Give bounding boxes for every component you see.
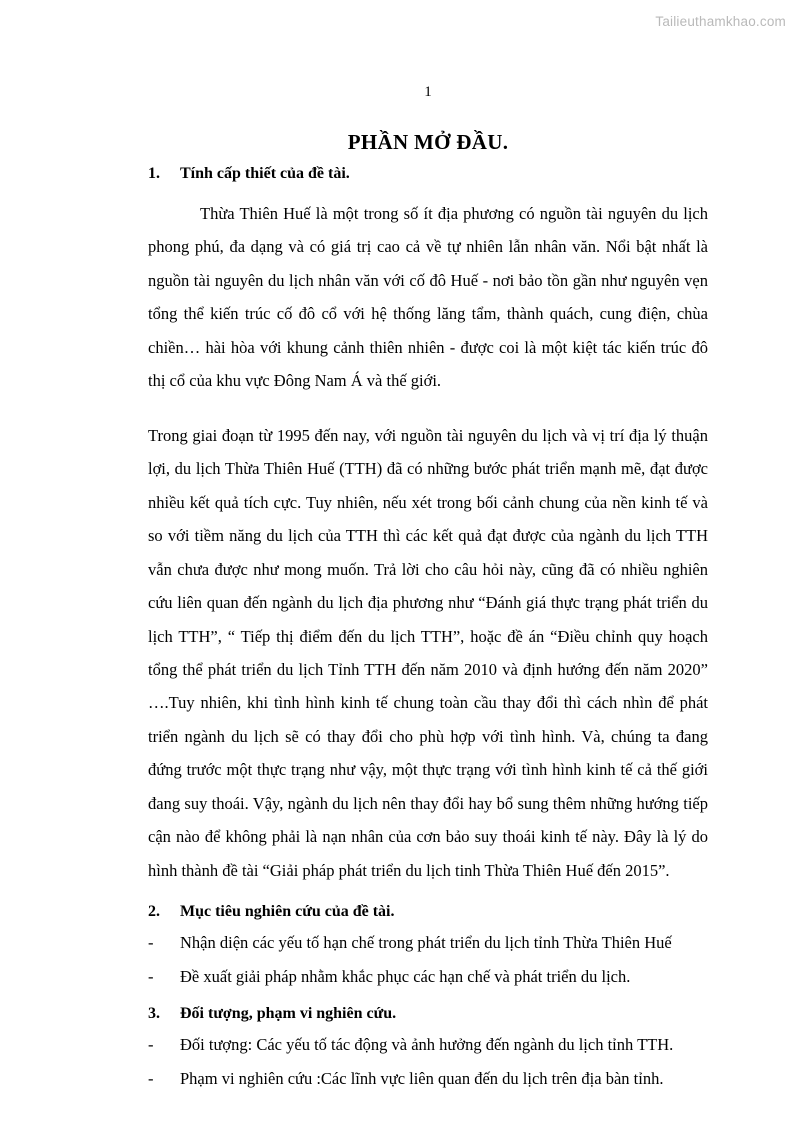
section-title-3: Đối tượng, phạm vi nghiên cứu.	[180, 1005, 397, 1023]
list-item	[148, 1032, 708, 1059]
dash-bullet-icon: -	[148, 1068, 154, 1088]
section-heading-1	[148, 163, 708, 185]
section-title-2: Mục tiêu nghiên cứu của đề tài.	[180, 903, 395, 921]
dash-bullet-icon: -	[148, 932, 154, 952]
section-title-1: Tính cấp thiết của đề tài.	[180, 165, 350, 183]
list-item-text: Đối tượng: Các yếu tố tác động và ảnh hưởng đến ngành du lịch tỉnh TTH.	[180, 1035, 674, 1054]
section-heading-2	[148, 901, 708, 923]
section-number-1: 1.	[148, 165, 160, 183]
list-item	[148, 1066, 708, 1093]
list-item	[148, 964, 708, 991]
list-item-text: Đề xuất giải pháp nhằm khắc phục các hạn chế và phát triển du lịch.	[180, 966, 631, 986]
section-number-2: 2.	[148, 903, 160, 921]
dash-bullet-icon: -	[148, 1035, 154, 1054]
paragraph: Trong giai đoạn từ 1995 đến nay, với nguồn tài nguyên du lịch và vị trí địa lý thuận lợi, du lịch Thừa Thiên Huế (TTH) đã có những bước phát triển mạnh mẽ, đạt được nhiều kết quả tích cực. Tuy nhiên, nếu xét trong bối cảnh chung của nền kinh tế và so với tiềm năng du lịch của TTH thì các kết quả đạt được của ngành du lịch TTH vẫn chưa được như mong muốn. Trả lời cho câu hỏi này, cũng đã có nhiều nghiên cứu liên quan đến ngành du lịch địa phương như “Đánh giá thực trạng phát triển du lịch TTH”, “ Tiếp thị điểm đến du lịch TTH”, hoặc đề án “Điều chỉnh quy hoạch tổng thể phát triển du lịch Tỉnh TTH đến năm 2010 và định hướng đến năm 2020” ….Tuy nhiên, khi tình hình kinh tế chung toàn cầu thay đổi thì cách nhìn để phát triển ngành du lịch sẽ có thay đổi cho phù hợp với tình hình. Và, chúng ta đang đứng trước một thực trạng như vậy, một thực trạng với tình hình kinh tế cả thế giới đang suy thoái. Vậy, ngành du lịch nên thay đổi hay bổ sung thêm những hướng tiếp cận nào để không phải là nạn nhân của cơn bảo suy thoái kinh tế này. Đây là lý do hình thành đề tài “Giải pháp phát triển du lịch tinh Thừa Thiên Huế đến 2015”.	[148, 425, 708, 880]
dash-bullet-icon: -	[148, 966, 154, 986]
section-heading-3	[148, 1003, 708, 1025]
paragraph: Thừa Thiên Huế là một trong số ít địa phương có nguồn tài nguyên du lịch phong phú, đa dạng và có giá trị cao cả về tự nhiên lẫn nhân văn. Nổi bật nhất là nguồn tài nguyên du lịch nhân văn với cố đô Huế - nơi bảo tồn gần như nguyên vẹn tổng thể kiến trúc cố đô cổ với hệ thống lăng tẩm, thành quách, cung điện, chùa chiền… hài hòa với khung cảnh thiên nhiên - được coi là một kiệt tác kiến trúc đô thị cổ của khu vực Đông Nam Á và thế giới.	[148, 203, 708, 391]
site-watermark: Tailieuthamkhao.com	[655, 14, 786, 29]
page-title: PHẦN MỞ ĐẦU.	[347, 130, 509, 154]
list-item	[148, 930, 708, 957]
list-item-text: Nhận diện các yếu tố hạn chế trong phát triển du lịch tỉnh Thừa Thiên Huế	[180, 932, 672, 952]
section-number-3: 3.	[148, 1005, 160, 1023]
page-content	[148, 0, 708, 1092]
list-item-text: Phạm vi nghiên cứu :Các lĩnh vực liên quan đến du lịch trên địa bàn tỉnh.	[180, 1068, 664, 1088]
page-number: 1	[424, 84, 432, 100]
